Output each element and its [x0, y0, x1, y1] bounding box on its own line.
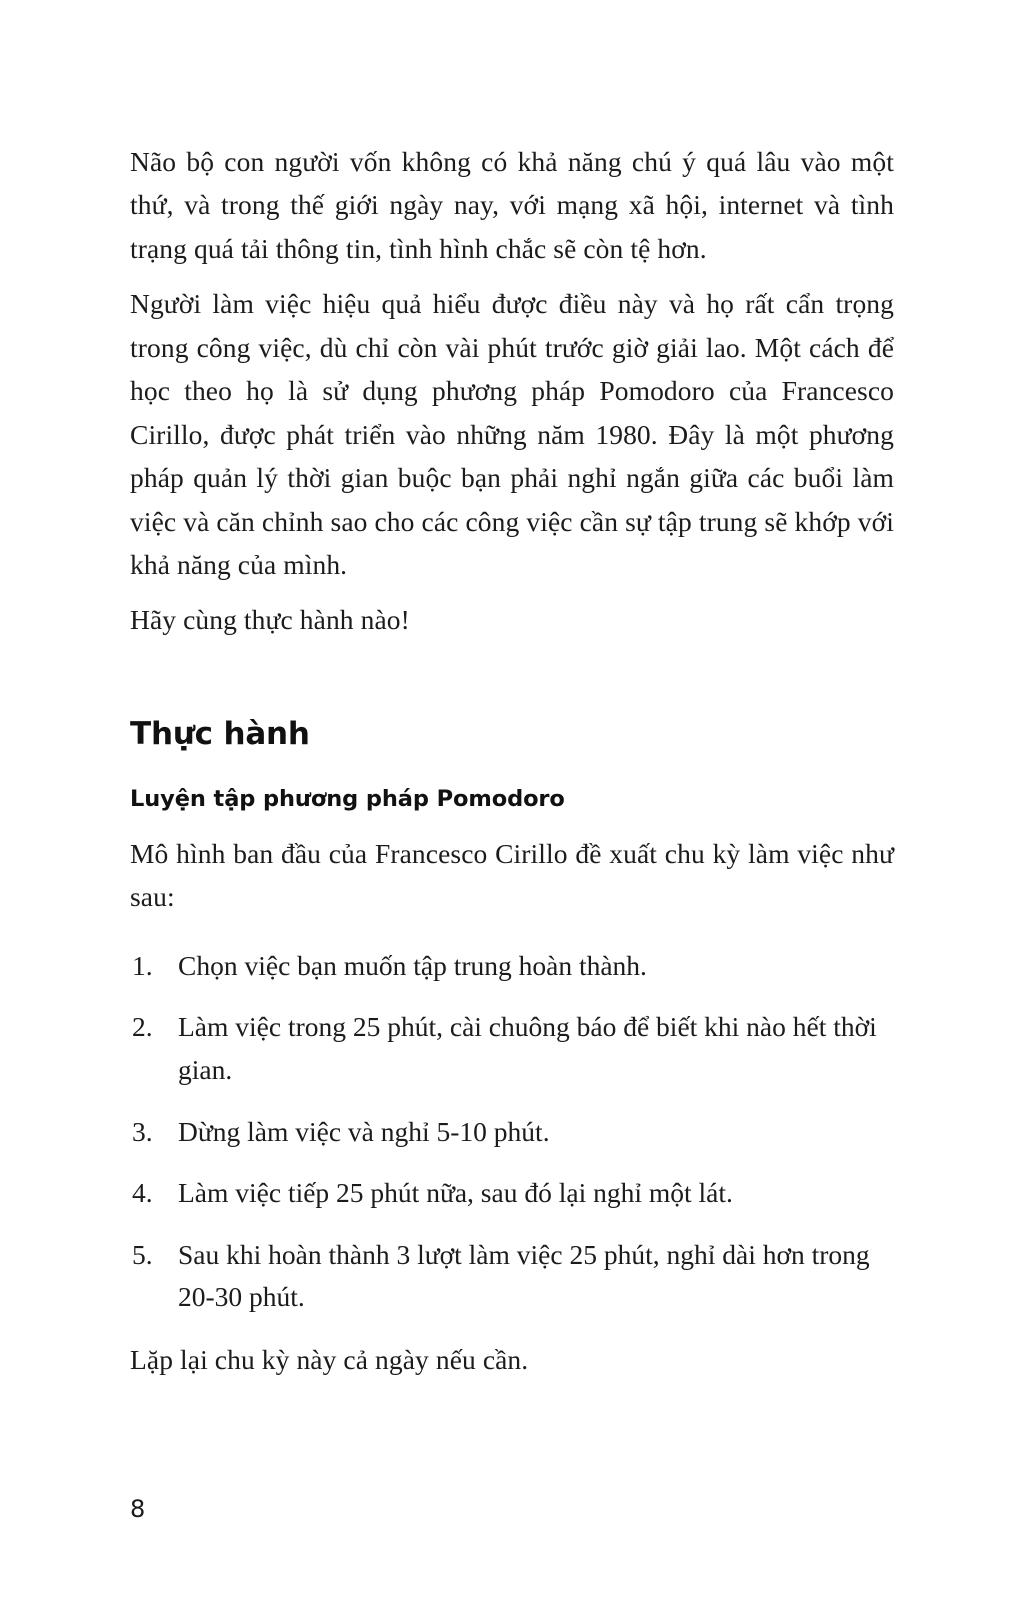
section-heading: Thực hành: [130, 715, 310, 752]
page-number: 8: [130, 1495, 146, 1523]
list-item: [130, 1234, 894, 1319]
list-item-text: Làm việc trong 25 phút, cài chuông báo để biết khi nào hết thời gian.: [178, 1011, 877, 1085]
list-item: [130, 945, 894, 988]
intro-paragraph: Mô hình ban đầu của Francesco Cirillo đề xuất chu kỳ làm việc như sau:: [130, 837, 894, 913]
list-item-text: Dừng làm việc và nghỉ 5-10 phút.: [178, 1115, 550, 1147]
closing-paragraph: Lặp lại chu kỳ này cả ngày nếu cần.: [130, 1344, 529, 1376]
list-item-number: 4.: [132, 1177, 153, 1209]
list-item: [130, 1111, 894, 1154]
steps-list: [130, 945, 894, 1319]
paragraph-1: Não bộ con người vốn không có khả năng chú ý quá lâu vào một thứ, và trong thế giới ngày nay, với mạng xã hội, internet và tình trạng quá tải thông tin, tình hình chắc sẽ còn tệ hơn.: [130, 146, 894, 264]
list-item-number: 1.: [132, 949, 153, 981]
list-item-number: 5.: [132, 1238, 153, 1270]
sub-heading: Luyện tập phương pháp Pomodoro: [130, 785, 565, 812]
list-item-text: Sau khi hoàn thành 3 lượt làm việc 25 phút, nghỉ dài hơn trong 20-30 phút.: [178, 1238, 870, 1313]
list-item-text: Làm việc tiếp 25 phút nữa, sau đó lại nghỉ một lát.: [178, 1177, 733, 1209]
paragraph-2: Người làm việc hiệu quả hiểu được điều này và họ rất cẩn trọng trong công việc, dù chỉ còn vài phút trước giờ giải lao. Một cách để học theo họ là sử dụng phương pháp Pomodoro của Francesco Cirillo, được phát triển vào những năm 1980. Đây là một phương pháp quản lý thời gian buộc bạn phải nghỉ ngắn giữa các buổi làm việc và căn chỉnh sao cho các công việc cần sự tập trung sẽ khớp với khả năng của mình.: [130, 288, 894, 580]
paragraph-3: Hãy cùng thực hành nào!: [130, 604, 410, 636]
list-item-text: Chọn việc bạn muốn tập trung hoàn thành.: [178, 949, 647, 981]
list-item-number: 3.: [132, 1115, 153, 1147]
list-item: [130, 1006, 894, 1091]
list-item: [130, 1172, 894, 1215]
list-item-number: 2.: [132, 1011, 153, 1043]
